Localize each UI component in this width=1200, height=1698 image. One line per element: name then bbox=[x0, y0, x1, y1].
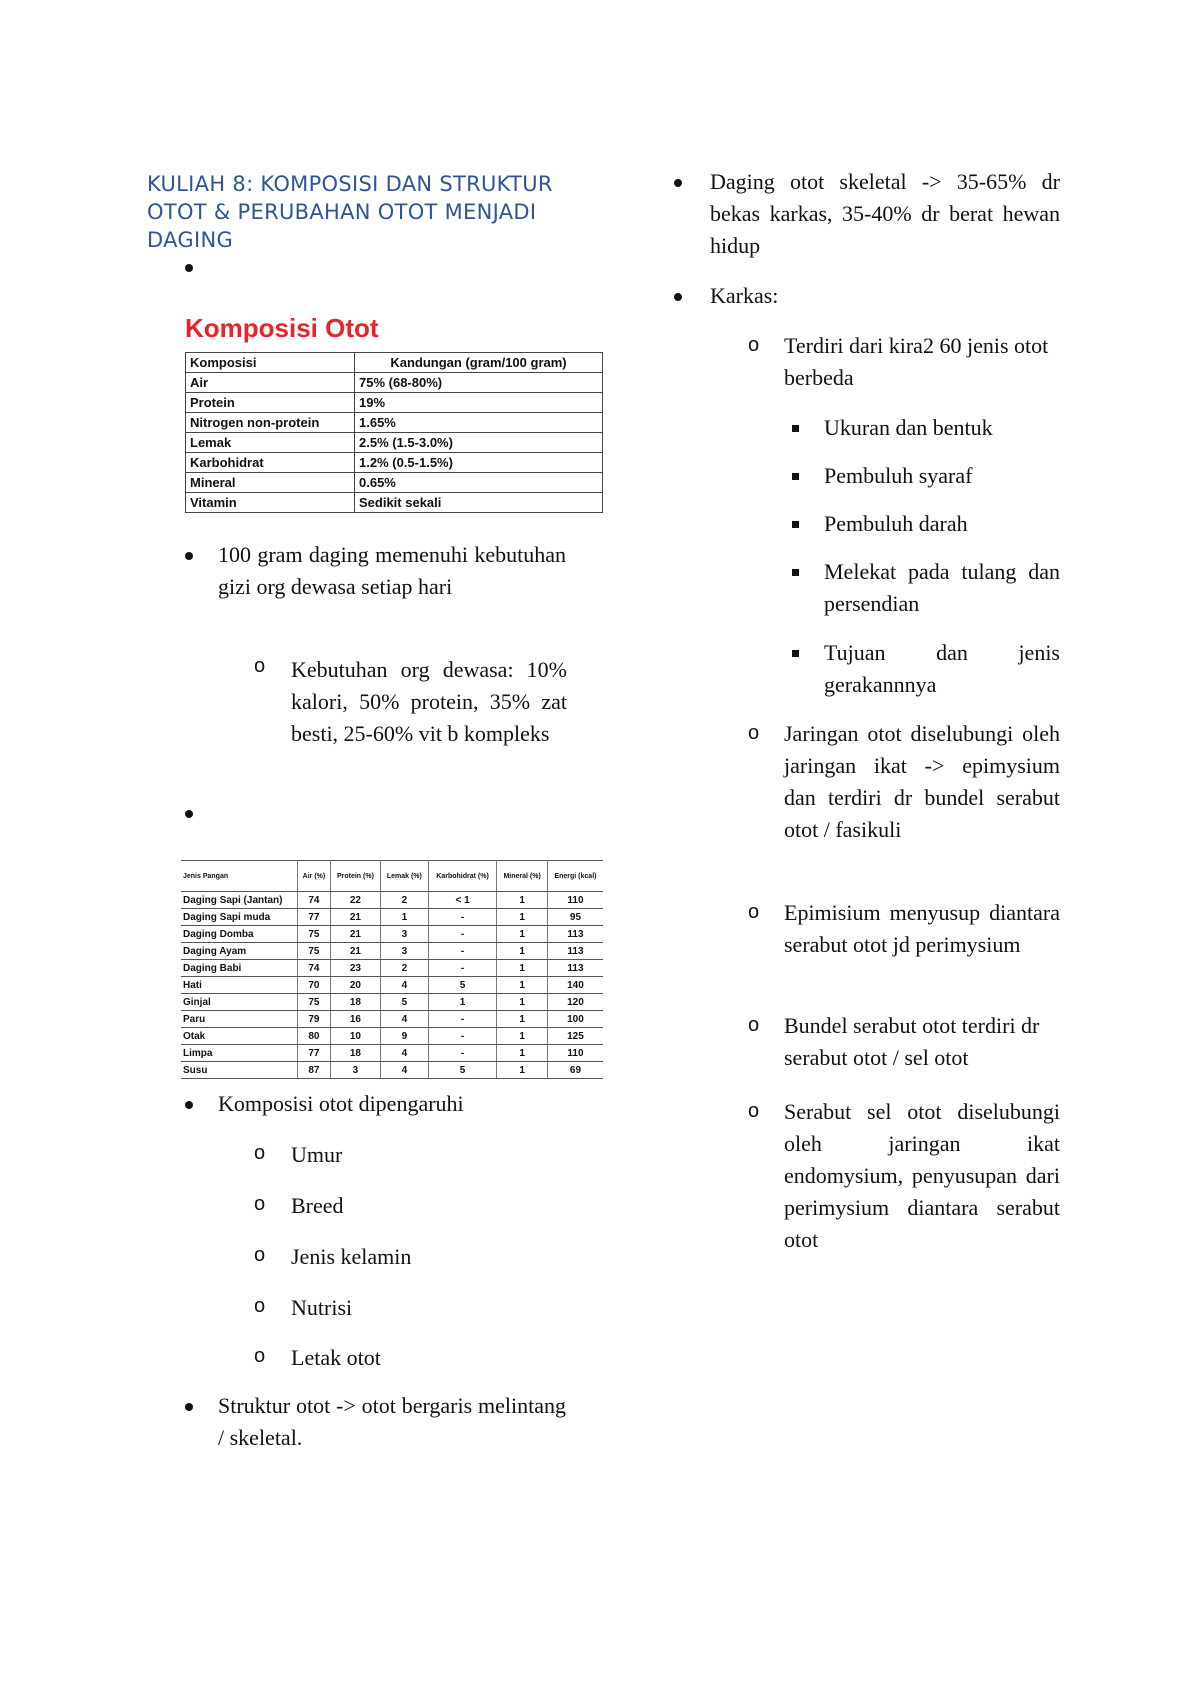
table-cell: Protein bbox=[186, 393, 355, 413]
table-cell: 5 bbox=[428, 977, 497, 994]
table-cell: 10 bbox=[330, 1028, 380, 1045]
list-item: Epimisium menyusup diantara serabut otot jd perimysium bbox=[784, 900, 1060, 957]
table-cell: Vitamin bbox=[186, 493, 355, 513]
table-cell: 100 bbox=[547, 1011, 603, 1028]
table-cell: 2.5% (1.5-3.0%) bbox=[355, 433, 603, 453]
table-cell: 75 bbox=[298, 943, 331, 960]
list-item: Bundel serabut otot terdiri dr serabut otot / sel otot bbox=[784, 1013, 1040, 1070]
table-cell: 18 bbox=[330, 994, 380, 1011]
table-row bbox=[181, 926, 603, 943]
table-cell: Sedikit sekali bbox=[355, 493, 603, 513]
table-header: Protein (%) bbox=[330, 861, 380, 892]
table-cell: 140 bbox=[547, 977, 603, 994]
table-header-row bbox=[186, 353, 603, 373]
table-cell: 125 bbox=[547, 1028, 603, 1045]
table-cell: Lemak bbox=[186, 433, 355, 453]
table-cell: 23 bbox=[330, 960, 380, 977]
bullet-square bbox=[792, 425, 799, 432]
table-cell: - bbox=[428, 1011, 497, 1028]
table-header: Jenis Pangan bbox=[181, 861, 298, 892]
table-cell: 0.65% bbox=[355, 473, 603, 493]
table-row bbox=[181, 994, 603, 1011]
bullet-dot bbox=[185, 810, 193, 818]
table-cell: 1 bbox=[497, 960, 548, 977]
table-cell: Daging Domba bbox=[181, 926, 298, 943]
table-row bbox=[181, 1011, 603, 1028]
list-item: Breed bbox=[291, 1193, 344, 1218]
table-cell: 18 bbox=[330, 1045, 380, 1062]
bullet-dot bbox=[674, 179, 682, 187]
bullet-dot bbox=[185, 1403, 193, 1411]
table-cell: 110 bbox=[547, 892, 603, 909]
table-row bbox=[181, 892, 603, 909]
table-cell: 75% (68-80%) bbox=[355, 373, 603, 393]
list-item: Melekat pada tulang dan persendian bbox=[824, 559, 1060, 616]
table-cell: 1 bbox=[497, 909, 548, 926]
table-cell: 4 bbox=[380, 977, 428, 994]
list-item: Terdiri dari kira2 60 jenis otot berbeda bbox=[784, 333, 1049, 390]
list-item: Jaringan otot diselubungi oleh jaringan ikat -> epimysium dan terdiri dr bundel serabut otot / fasikuli bbox=[784, 721, 1060, 842]
table-cell: 74 bbox=[298, 892, 331, 909]
table-cell: Nitrogen non-protein bbox=[186, 413, 355, 433]
table-cell: 1 bbox=[497, 892, 548, 909]
list-item: Pembuluh darah bbox=[824, 511, 968, 536]
table-row bbox=[186, 473, 603, 493]
bullet-square bbox=[792, 569, 799, 576]
table-cell: Mineral bbox=[186, 473, 355, 493]
bullet-square bbox=[792, 650, 799, 657]
bullet-dot bbox=[674, 293, 682, 301]
composition-table bbox=[185, 352, 603, 513]
table-cell: 79 bbox=[298, 1011, 331, 1028]
table-row bbox=[186, 393, 603, 413]
table-cell: Otak bbox=[181, 1028, 298, 1045]
table-cell: Susu bbox=[181, 1062, 298, 1079]
table-cell: - bbox=[428, 1045, 497, 1062]
table-row bbox=[181, 909, 603, 926]
table-cell: 2 bbox=[380, 892, 428, 909]
table-cell: 5 bbox=[428, 1062, 497, 1079]
table-cell: Limpa bbox=[181, 1045, 298, 1062]
table-cell: 1 bbox=[497, 994, 548, 1011]
list-item: Daging otot skeletal -> 35-65% dr bekas karkas, 35-40% dr berat hewan hidup bbox=[710, 169, 1060, 258]
table-cell: 70 bbox=[298, 977, 331, 994]
table-cell: 75 bbox=[298, 994, 331, 1011]
table-cell: - bbox=[428, 1028, 497, 1045]
list-item: Karkas: bbox=[710, 283, 779, 308]
table-cell: 1 bbox=[497, 1011, 548, 1028]
table-cell: 1.2% (0.5-1.5%) bbox=[355, 453, 603, 473]
table-cell: Daging Sapi (Jantan) bbox=[181, 892, 298, 909]
table-cell: 2 bbox=[380, 960, 428, 977]
table-row bbox=[186, 453, 603, 473]
table-cell: < 1 bbox=[428, 892, 497, 909]
list-item: Pembuluh syaraf bbox=[824, 463, 973, 488]
bullet-circle: o bbox=[748, 901, 760, 923]
table-cell: Daging Babi bbox=[181, 960, 298, 977]
table-cell: 113 bbox=[547, 943, 603, 960]
table-header: Air (%) bbox=[298, 861, 331, 892]
table-cell: 69 bbox=[547, 1062, 603, 1079]
table-cell: 21 bbox=[330, 943, 380, 960]
table-row bbox=[186, 493, 603, 513]
table-cell: Daging Ayam bbox=[181, 943, 298, 960]
table-cell: Karbohidrat bbox=[186, 453, 355, 473]
bullet-circle: o bbox=[254, 1244, 266, 1266]
table-cell: 4 bbox=[380, 1062, 428, 1079]
food-composition-table bbox=[181, 860, 603, 1079]
table-row bbox=[181, 1062, 603, 1079]
table-row bbox=[186, 373, 603, 393]
list-item: 100 gram daging memenuhi kebutuhan gizi org dewasa setiap hari bbox=[218, 542, 566, 599]
table-header: Lemak (%) bbox=[380, 861, 428, 892]
table-cell: 3 bbox=[380, 926, 428, 943]
list-item: Jenis kelamin bbox=[291, 1244, 412, 1269]
table-row bbox=[181, 960, 603, 977]
table-cell: 1 bbox=[497, 1028, 548, 1045]
table-cell: 110 bbox=[547, 1045, 603, 1062]
table-cell: 4 bbox=[380, 1011, 428, 1028]
bullet-circle: o bbox=[254, 1193, 266, 1215]
table-cell: 95 bbox=[547, 909, 603, 926]
list-item: Struktur otot -> otot bergaris melintang / skeletal. bbox=[218, 1393, 566, 1450]
list-item: Kebutuhan org dewasa: 10% kalori, 50% protein, 35% zat besti, 25-60% vit b kompleks bbox=[291, 657, 567, 746]
table-cell: Air bbox=[186, 373, 355, 393]
list-item: Letak otot bbox=[291, 1345, 381, 1370]
table-cell: Hati bbox=[181, 977, 298, 994]
table-cell: 20 bbox=[330, 977, 380, 994]
table-title: Komposisi Otot bbox=[185, 313, 379, 343]
table-cell: 1.65% bbox=[355, 413, 603, 433]
bullet-dot bbox=[185, 1101, 193, 1109]
table-cell: 1 bbox=[497, 943, 548, 960]
bullet-circle: o bbox=[748, 334, 760, 356]
table-cell: 80 bbox=[298, 1028, 331, 1045]
table-cell: 21 bbox=[330, 926, 380, 943]
page-title: KULIAH 8: KOMPOSISI DAN STRUKTUR OTOT & PERUBAHAN OTOT MENJADI DAGING bbox=[147, 172, 553, 252]
table-cell: 22 bbox=[330, 892, 380, 909]
table-cell: 16 bbox=[330, 1011, 380, 1028]
bullet-circle: o bbox=[254, 1345, 266, 1367]
table-cell: 77 bbox=[298, 909, 331, 926]
bullet-circle: o bbox=[254, 655, 266, 677]
list-item: Serabut sel otot diselubungi oleh jaringan ikat endomysium, penyusupan dari perimysium diantara serabut otot bbox=[784, 1099, 1060, 1252]
table-row bbox=[181, 1045, 603, 1062]
table-cell: 5 bbox=[380, 994, 428, 1011]
table-cell: 1 bbox=[428, 994, 497, 1011]
table-cell: 1 bbox=[497, 1045, 548, 1062]
list-item: Tujuan dan jenis gerakannnya bbox=[824, 640, 1060, 697]
table-cell: 1 bbox=[497, 977, 548, 994]
bullet-square bbox=[792, 521, 799, 528]
list-item: Komposisi otot dipengaruhi bbox=[218, 1091, 464, 1116]
table-cell: Paru bbox=[181, 1011, 298, 1028]
table-header: Komposisi bbox=[186, 353, 355, 373]
table-row bbox=[181, 943, 603, 960]
bullet-circle: o bbox=[748, 1014, 760, 1036]
bullet-circle: o bbox=[748, 1100, 760, 1122]
table-cell: 87 bbox=[298, 1062, 331, 1079]
list-item: Nutrisi bbox=[291, 1295, 353, 1320]
bullet-circle: o bbox=[748, 722, 760, 744]
table-header: Karbohidrat (%) bbox=[428, 861, 497, 892]
table-row bbox=[186, 413, 603, 433]
bullet-dot bbox=[185, 552, 193, 560]
table-header: Energi (kcal) bbox=[547, 861, 603, 892]
table-cell: 1 bbox=[380, 909, 428, 926]
table-row bbox=[181, 977, 603, 994]
table-header-row bbox=[181, 861, 603, 892]
table-header: Kandungan (gram/100 gram) bbox=[355, 353, 603, 373]
table-cell: 120 bbox=[547, 994, 603, 1011]
table-cell: 77 bbox=[298, 1045, 331, 1062]
table-cell: - bbox=[428, 943, 497, 960]
table-cell: 21 bbox=[330, 909, 380, 926]
table-cell: 3 bbox=[380, 943, 428, 960]
table-cell: 75 bbox=[298, 926, 331, 943]
table-cell: 9 bbox=[380, 1028, 428, 1045]
list-item: Ukuran dan bentuk bbox=[824, 415, 993, 440]
table-cell: 1 bbox=[497, 926, 548, 943]
table-row bbox=[186, 433, 603, 453]
table-cell: Daging Sapi muda bbox=[181, 909, 298, 926]
list-item: Umur bbox=[291, 1142, 343, 1167]
bullet-dot bbox=[185, 264, 193, 272]
table-row bbox=[181, 1028, 603, 1045]
table-cell: 113 bbox=[547, 926, 603, 943]
bullet-circle: o bbox=[254, 1295, 266, 1317]
table-cell: 19% bbox=[355, 393, 603, 413]
table-cell: 74 bbox=[298, 960, 331, 977]
table-cell: 4 bbox=[380, 1045, 428, 1062]
composition-table-figure bbox=[185, 312, 603, 513]
table-header: Mineral (%) bbox=[497, 861, 548, 892]
table-cell: - bbox=[428, 909, 497, 926]
bullet-square bbox=[792, 473, 799, 480]
bullet-circle: o bbox=[254, 1142, 266, 1164]
table-cell: 113 bbox=[547, 960, 603, 977]
table-cell: - bbox=[428, 960, 497, 977]
table-cell: 3 bbox=[330, 1062, 380, 1079]
table-cell: Ginjal bbox=[181, 994, 298, 1011]
table-cell: - bbox=[428, 926, 497, 943]
table-cell: 1 bbox=[497, 1062, 548, 1079]
